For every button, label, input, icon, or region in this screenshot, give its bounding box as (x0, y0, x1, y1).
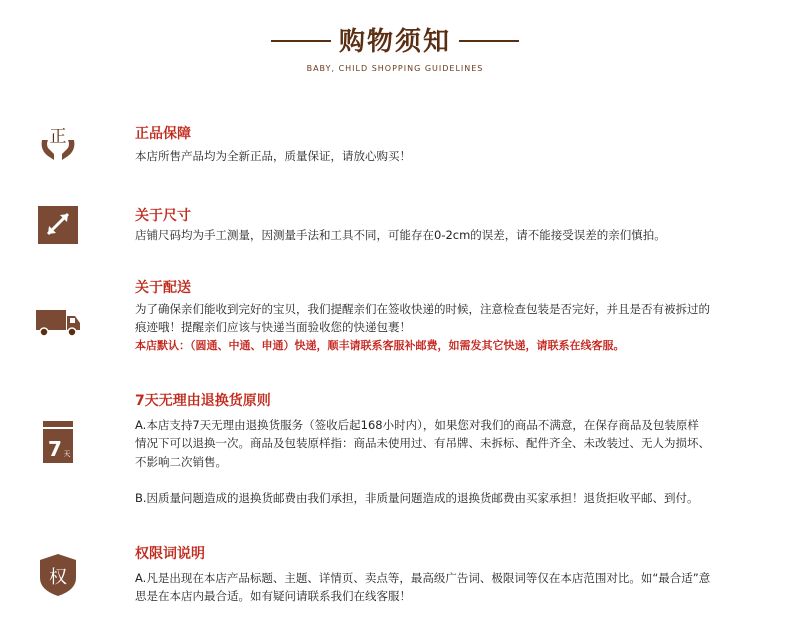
section-text-line: 不影响二次销售。 (135, 455, 227, 469)
section-text-line: A.凡是出现在本店产品标题、主题、详情页、卖点等，最高级广告词、极限词等仅在本店范围对比。如“最合适”意 (135, 571, 711, 585)
section-text-line: 为了确保亲们能收到完好的宝贝，我们提醒亲们在签收快递的时候，注意检查包装是否完好，并且是否有被拆过的 (135, 302, 710, 316)
section-text-line: 情况下可以退换一次。商品及包装原样指：商品未使用过、有吊牌、未拆标、配件齐全、未改装过、无人为损坏、 (135, 436, 710, 450)
page-header (0, 18, 790, 78)
section-text-line: B.因质量问题造成的退换货邮费由我们承担，非质量问题造成的退换货邮费由买家承担！退货拒收平邮、到付。 (135, 491, 699, 505)
section-heading: 关于配送 (135, 280, 191, 296)
section-heading: 7天无理由退换货原则 (135, 393, 271, 409)
section-notice-line: 本店默认：（圆通、中通、申通）快递，顺丰请联系客服补邮费，如需发其它快递，请联系在线客服。 (135, 339, 625, 352)
page-title: 购物须知 (338, 27, 451, 57)
section-heading: 权限词说明 (135, 546, 205, 562)
svg-text:正: 正 (49, 127, 67, 147)
resize-arrow-icon (36, 204, 80, 248)
seven-day-calendar-icon (40, 418, 76, 466)
svg-text:权: 权 (49, 567, 67, 588)
genuine-hands-icon (36, 120, 80, 164)
section-heading: 正品保障 (135, 126, 191, 142)
svg-text:天: 天 (63, 450, 71, 458)
delivery-truck-icon (34, 301, 82, 345)
section-text-line: 思是在本店内最合适。如有疑问请联系我们在线客服！ (135, 589, 411, 603)
section-text-line: 店铺尺码均为手工测量，因测量手法和工具不同，可能存在0-2cm的误差，请不能接受误差的亲们慎拍。 (135, 228, 666, 242)
title-rule-right (459, 40, 519, 42)
page-subtitle: BABY, CHILD SHOPPING GUIDELINES (306, 64, 484, 73)
section-text-line: A.本店支持7天无理由退换货服务（签收后起168小时内），如果您对我们的商品不满意，在保存商品及包装原样 (135, 418, 699, 432)
svg-text:7: 7 (48, 437, 62, 461)
section-text-line: 本店所售产品均为全新正品，质量保证，请放心购买！ (135, 149, 411, 163)
section-heading: 关于尺寸 (135, 208, 191, 224)
authority-shield-icon (36, 553, 80, 597)
section-text-line: 痕迹哦！提醒亲们应该与快递当面验收您的快递包裹！ (135, 320, 411, 334)
